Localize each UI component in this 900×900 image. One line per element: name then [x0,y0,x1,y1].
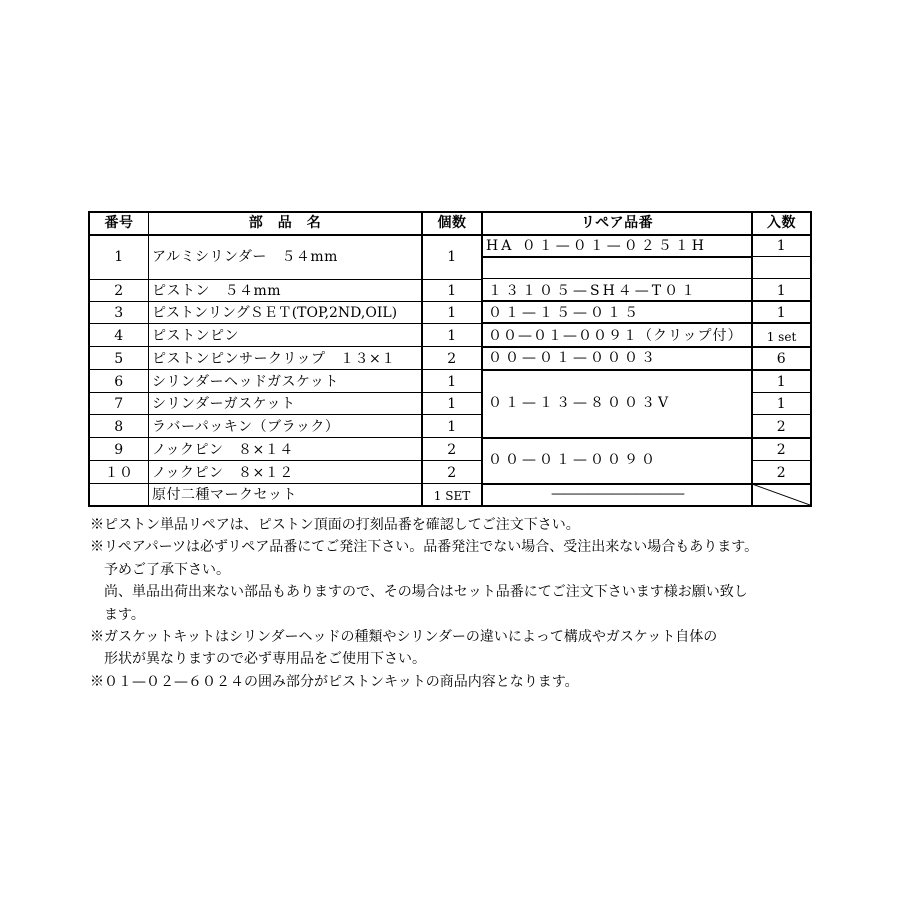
quantity: 1 [447,374,457,390]
quantity: 2 [447,442,457,458]
note-line: 尚、単品出荷出来ない部品もありますので、その場合はセット品番にてご注文下さいます様お願い致し [90,584,748,601]
row-number: 3 [114,305,124,321]
pack-count: 2 [776,465,787,481]
no-part-number-dash: ——————————— [551,486,683,502]
repair-part-number: １３１０５—SH４—T０１ [488,283,699,299]
note-line: 形状が異なりますので必ず専用品をご使用下さい。 [90,651,426,668]
pack-count: 1 [776,283,787,299]
row-number: 8 [114,419,124,435]
part-name: ノックピン ８×１４ [152,442,294,458]
part-name: アルミシリンダー ５４mm [152,249,338,265]
quantity: 1 [447,328,457,344]
note-line: ※０１—０２—６０２４の囲み部分がピストンキットの商品内容となります。 [90,673,579,690]
quantity: 2 [447,351,457,367]
part-line-6 [482,369,810,371]
part-name: シリンダーガスケット [152,396,296,412]
repair-part-number: ００—０１—００９１（クリップ付） [488,328,743,344]
pack-line-3 [752,414,812,415]
note-line: ます。 [90,606,145,623]
row-number: 4 [114,328,124,344]
pack-count: 6 [776,351,787,367]
part-name: ピストンピンサークリップ １３×１ [152,351,396,367]
header-divider [88,234,812,236]
pack-count: 1 set [766,330,797,344]
part-line-3 [482,300,810,302]
empty-cell-slash [752,484,810,505]
part-line-1 [482,256,752,258]
quantity: 1 SET [433,489,471,503]
repair-part-number: HA ０１—０１—０２５１H [486,238,707,254]
part-name: ピストンピン [152,328,239,344]
part-line-2 [482,278,810,279]
repair-part-number: ００—０１—０００３ [488,350,658,366]
part-line-5 [482,346,810,348]
row-line-c [88,323,482,324]
pack-count: 1 [776,238,787,254]
note-line: ※ガスケットキットはシリンダーヘッドの種類やシリンダーの違いによって構成やガスケット自体の [90,629,718,646]
part-name: ピストンリングＳＥＴ(TOP,2ND,OIL) [152,305,398,321]
row-line-e [88,369,482,370]
row-line-j [88,483,482,484]
row-number: 2 [114,283,124,299]
row-number: 1 [114,249,124,265]
repair-part-number: ０１—１５—０１５ [488,305,641,321]
pack-count: 2 [776,419,787,435]
part-name: ピストン ５４mm [152,283,282,299]
row-line-i [88,460,482,461]
part-name: 原付二種マークセット [152,487,297,503]
pack-line-4 [752,460,812,461]
row-line-h [88,437,482,438]
quantity: 1 [447,249,457,265]
row-line-d [88,346,482,347]
notes-section [90,514,820,693]
pack-line-2 [752,392,812,393]
pack-count: 1 [776,305,787,321]
pack-line-1 [752,256,812,257]
pack-count: 2 [776,442,787,458]
part-line-7 [482,437,810,439]
pack-count: 1 [776,396,787,412]
col-line-1 [148,211,149,507]
repair-part-number: ００—０１—００９０ [488,452,658,468]
quantity: 1 [447,419,457,435]
part-line-4 [482,322,810,324]
pack-count: 1 [776,374,787,390]
row-number: 5 [114,351,124,367]
row-line-a [88,279,482,280]
row-number: 9 [114,442,124,458]
header-quantity: 個数 [437,215,467,231]
table-border-top [88,211,812,213]
part-name: シリンダーヘッドガスケット [152,374,339,390]
row-line-g [88,414,482,415]
note-line: ※リペアパーツは必ずリペア品番にてご発注下さい。品番発注でない場合、受注出来ない場合もあります。 [90,539,759,556]
header-repair-part-no: リペア品番 [580,215,654,231]
header-number: 番号 [104,215,134,231]
note-line: ※ピストン単品リペアは、ピストン頂面の打刻品番を確認してご注文下さい。 [90,517,580,533]
quantity: 1 [447,305,457,321]
header-part-name: 部 品 名 [248,215,322,231]
part-name: ラバーパッキン（ブラック） [152,419,340,435]
header-pack-count: 入数 [767,215,796,231]
row-line-b [88,301,482,302]
quantity: 1 [447,283,457,299]
table-border-bottom [88,505,812,507]
part-name: ノックピン ８×１２ [152,465,294,481]
row-line-f [88,392,482,393]
row-number: １０ [104,465,134,481]
quantity: 1 [447,396,457,412]
repair-part-number: ０１—１３—８００３V [488,395,672,411]
row-number: 7 [114,396,124,412]
quantity: 2 [447,465,457,481]
parts-table [88,211,812,507]
row-number: 6 [114,374,124,390]
note-line: 予めご了承下さい。 [90,561,230,578]
